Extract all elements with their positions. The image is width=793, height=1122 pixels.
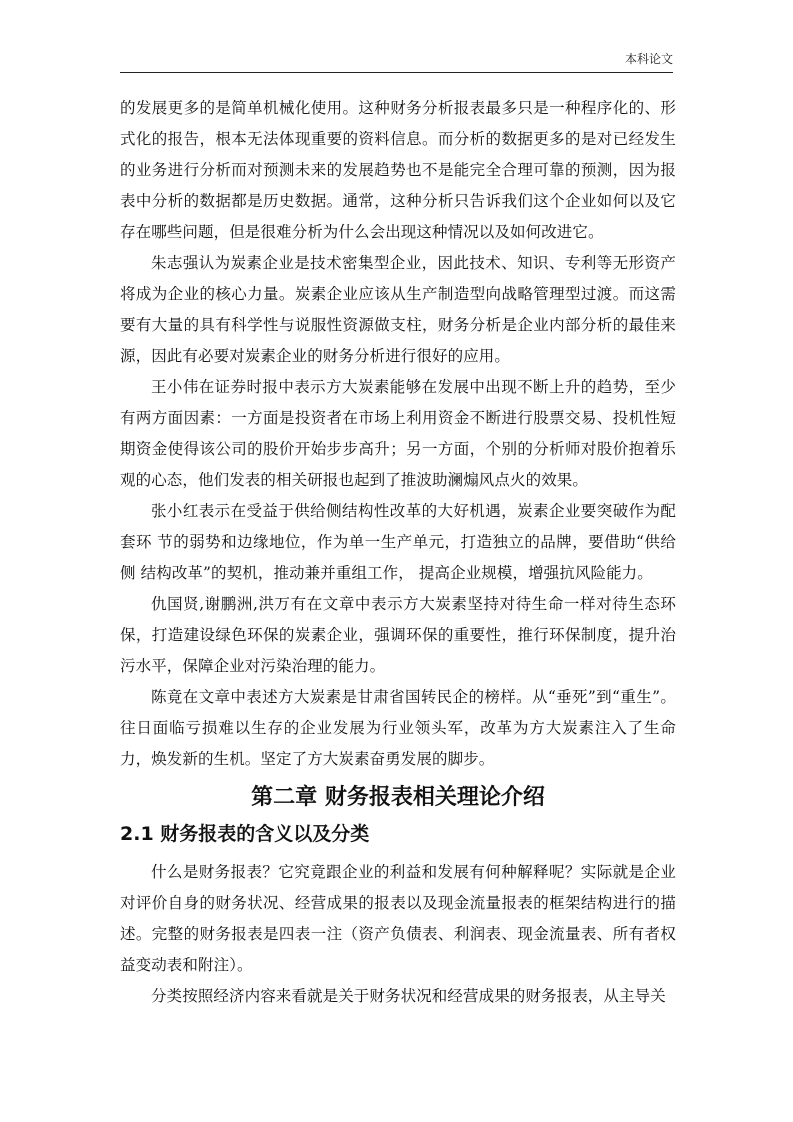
chapter-title: 第二章 财务报表相关理论介绍	[251, 785, 545, 810]
paragraph-zhang-xiaohong: 张小红表示在受益于供给侧结构性改革的大好机遇，炭素企业要突破作为配套环 节的弱势和边缘地位，作为单一生产单元，打造独立的品牌，要借助“供给侧 结构改革”的契机，推动兼并重组工作， 提高企业规模，增强抗风险能力。	[120, 502, 676, 582]
paragraph-chen-jing: 陈竟在文章中表述方大炭素是甘肃省国转民企的榜样。从“垂死”到“重生”。往日面临亏损难以生存的企业发展为行业领头军，改革为方大炭素注入了生命力，焕发新的生机。坚定了方大炭素奋勇发展的脚步。	[120, 688, 676, 768]
paragraph-continued: 的发展更多的是简单机械化使用。这种财务分析报表最多只是一种程序化的、形式化的报告，根本无法体现重要的资料信息。而分析的数据更多的是对已经发生的业务进行分析而对预测未来的发展趋势也不是能完全合理可靠的预测，因为报表中分析的数据都是历史数据。通常，这种分析只告诉我们这个企业如何以及它存在哪些问题，但是很难分析为什么会出现这种情况以及如何改进它。	[120, 99, 676, 241]
page-header	[120, 50, 673, 73]
header-label: 本科论文	[624, 52, 673, 66]
section-title: 2.1 财务报表的含义以及分类	[120, 823, 370, 845]
paragraph-qiu-guoxian: 仇国贤,谢鹏洲,洪万有在文章中表示方大炭素坚持对待生命一样对待生态环保，打造建设绿色环保的炭素企业，强调环保的重要性，推行环保制度，提升治污水平，保障企业对污染治理的能力。	[120, 595, 676, 675]
paragraph-wang-xiaowei: 王小伟在证券时报中表示方大炭素能够在发展中出现不断上升的趋势，至少有两方面因素：一方面是投资者在市场上利用资金不断进行股票交易、投机性短期资金使得该公司的股价开始步步高升；另一方面，个别的分析师对股价抱着乐观的心态，他们发表的相关研报也起到了推波助澜煽风点火的效果。	[120, 378, 676, 489]
paragraph-zhu-zhiqiang: 朱志强认为炭素企业是技术密集型企业，因此技术、知识、专利等无形资产将成为企业的核心力量。炭素企业应该从生产制造型向战略管理型过渡。而这需要有大量的具有科学性与说服性资源做支柱，财务分析是企业内部分析的最佳来源，因此有必要对炭素企业的财务分析进行很好的应用。	[120, 254, 676, 365]
document-body	[120, 93, 676, 1012]
paragraph-definition: 什么是财务报表？它究竟跟企业的利益和发展有何种解释呢？实际就是企业对评价自身的财务状况、经营成果的报表以及现金流量报表的框架结构进行的描述。完整的财务报表是四表一注（资产负债表、利润表、现金流量表、所有者权益变动表和附注）。	[120, 863, 676, 974]
paragraph-classification: 分类按照经济内容来看就是关于财务状况和经营成果的财务报表，从主导关	[151, 987, 666, 1005]
